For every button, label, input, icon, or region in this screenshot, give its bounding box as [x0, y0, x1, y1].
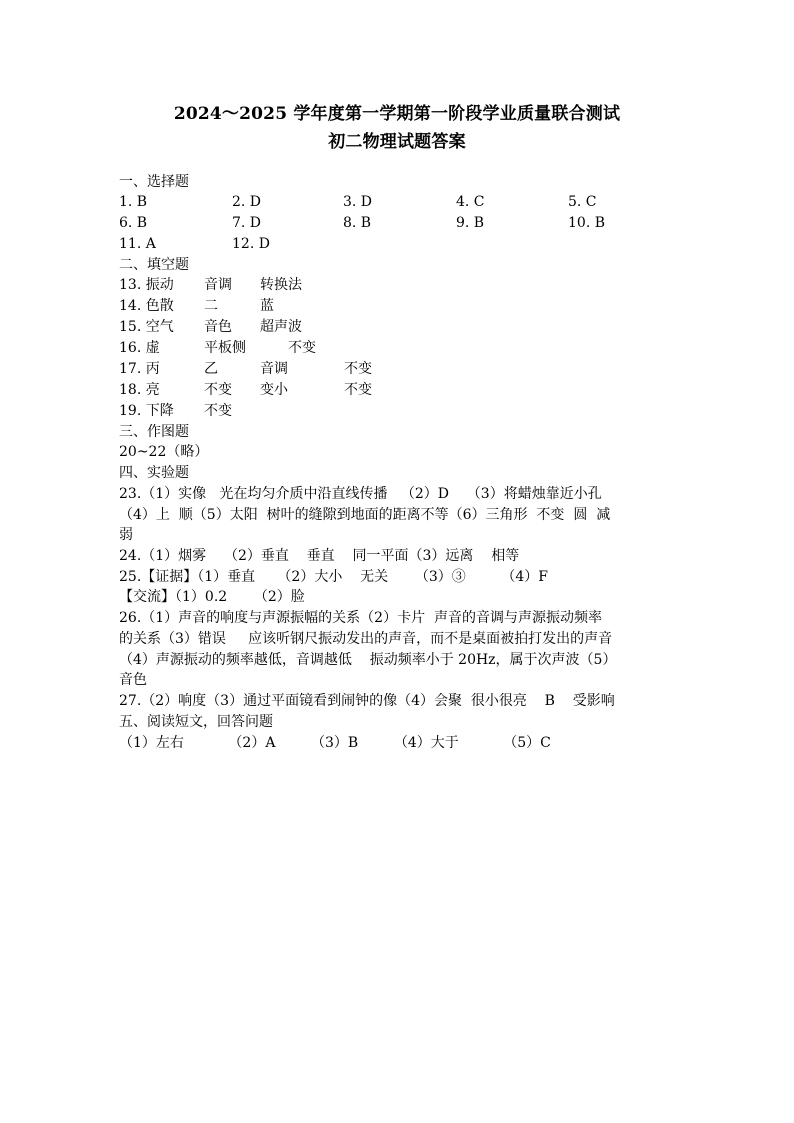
- choice-answer: 9. B: [456, 215, 485, 231]
- section-heading-choice: 一、选择题: [119, 174, 189, 190]
- fill-answer: 音色: [204, 319, 232, 335]
- fill-answer: 15. 空气: [119, 319, 174, 335]
- choice-answer: 7. D: [232, 215, 262, 231]
- choice-answer: 5. C: [568, 194, 597, 210]
- experiment-answer-line: 27.（2）响度（3）通过平面镜看到闹钟的像（4）会聚 很小很亮 B 受影响: [119, 693, 615, 709]
- drawing-answer: 20~22（略）: [119, 444, 209, 460]
- fill-answer: 16. 虚: [119, 340, 160, 356]
- choice-answer: 11. A: [119, 236, 156, 252]
- fill-answer: 变小: [260, 382, 288, 398]
- experiment-answer-line: 26.（1）声音的响度与声源振幅的关系（2）卡片 声音的音调与声源振动频率: [119, 610, 602, 626]
- fill-answer: 14. 色散: [119, 298, 174, 314]
- experiment-answer-line: 【交流】（1）0.2 （2）脸: [119, 589, 305, 605]
- fill-answer: 超声波: [260, 319, 302, 335]
- fill-answer: 平板侧: [204, 340, 246, 356]
- fill-answer: 乙: [204, 361, 218, 377]
- fill-answer: 不变: [204, 403, 232, 419]
- choice-answer: 4. C: [456, 194, 485, 210]
- experiment-answer-line: （4）上 顺（5）太阳 树叶的缝隙到地面的距离不等（6）三角形 不变 圆 减: [119, 507, 611, 523]
- reading-answers: （1）左右 （2）A （3）B （4）大于 （5）C: [119, 735, 551, 751]
- experiment-answer-line: 弱: [119, 527, 133, 543]
- fill-answer: 二: [204, 298, 218, 314]
- choice-answer: 12. D: [232, 236, 270, 252]
- experiment-answer-line: 25.【证据】（1）垂直 （2）大小 无关 （3）③ （4）F: [119, 569, 548, 585]
- choice-answer: 10. B: [568, 215, 606, 231]
- experiment-answer-line: 23.（1）实像 光在均匀介质中沿直线传播 （2）D （3）将蜡烛靠近小孔: [119, 486, 602, 502]
- choice-answer: 8. B: [343, 215, 372, 231]
- fill-answer: 转换法: [260, 277, 302, 293]
- section-heading-drawing: 三、作图题: [119, 424, 189, 440]
- choice-answer: 2. D: [232, 194, 262, 210]
- fill-answer: 不变: [344, 361, 372, 377]
- experiment-answer-line: 24.（1）烟雾 （2）垂直 垂直 同一平面（3）远离 相等: [119, 548, 520, 564]
- fill-answer: 蓝: [260, 298, 274, 314]
- fill-answer: 不变: [344, 382, 372, 398]
- fill-answer: 18. 亮: [119, 382, 160, 398]
- fill-answer: 13. 振动: [119, 277, 174, 293]
- experiment-answer-line: （4）声源振动的频率越低，音调越低 振动频率小于 20Hz，属于次声波（5）: [119, 652, 617, 668]
- experiment-answer-line: 音色: [119, 672, 147, 688]
- fill-answer: 17. 丙: [119, 361, 160, 377]
- section-heading-experiment: 四、实验题: [119, 465, 189, 481]
- choice-answer: 1. B: [119, 194, 148, 210]
- fill-answer: 不变: [288, 340, 316, 356]
- choice-answer: 3. D: [343, 194, 373, 210]
- choice-answer: 6. B: [119, 215, 148, 231]
- section-heading-reading: 五、阅读短文，回答问题: [119, 714, 273, 730]
- fill-answer: 音调: [260, 361, 288, 377]
- document-subtitle: 初二物理试题答案: [328, 132, 466, 152]
- section-heading-fill: 二、填空题: [119, 257, 189, 273]
- document-title: 2024～2025 学年度第一学期第一阶段学业质量联合测试: [173, 104, 621, 124]
- fill-answer: 19. 下降: [119, 403, 174, 419]
- fill-answer: 不变: [204, 382, 232, 398]
- experiment-answer-line: 的关系（3）错误 应该听钢尺振动发出的声音，而不是桌面被拍打发出的声音: [119, 631, 613, 647]
- fill-answer: 音调: [204, 277, 232, 293]
